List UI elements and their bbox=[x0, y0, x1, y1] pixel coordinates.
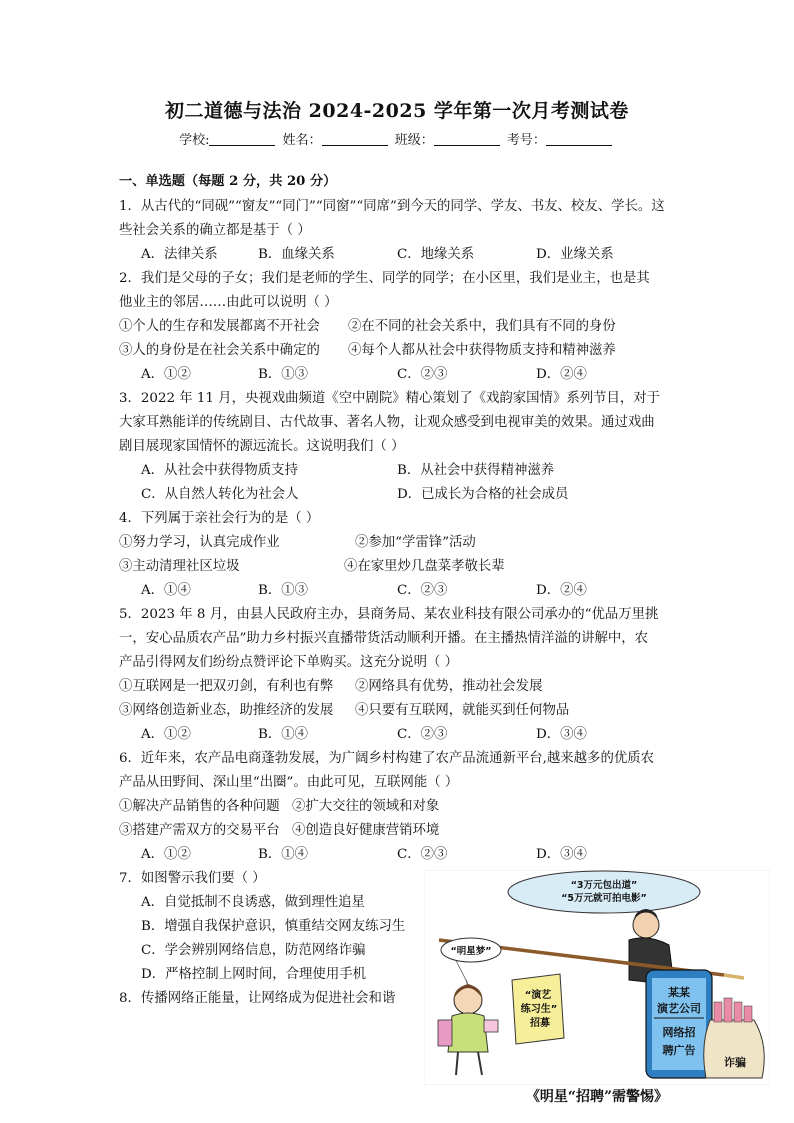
statement-2: ②在不同的社会关系中，我们具有不同的身份 bbox=[348, 319, 616, 334]
option-b: B．增强自我保护意识，慎重结交网友练习生 bbox=[141, 919, 406, 934]
statement-3: ③搭建产需双方的交易平台 bbox=[119, 823, 280, 838]
poster-text-3: 招募 bbox=[530, 1018, 550, 1029]
statement-4: ④每个人都从社会中获得物质支持和精神滋养 bbox=[348, 343, 616, 358]
cartoon-caption: 《明星“招聘”需警惕》 bbox=[525, 1089, 669, 1105]
statement-2: ②扩大交往的领域和对象 bbox=[292, 799, 440, 814]
option-b: B．①④ bbox=[258, 727, 309, 742]
option-b: B．①③ bbox=[258, 367, 309, 382]
school-blank[interactable] bbox=[209, 133, 275, 146]
question-text: 产品引得网友们纷纷点赞评论下单购买。这充分说明（ ） bbox=[119, 655, 459, 670]
statement-3: ③主动清理社区垃圾 bbox=[119, 559, 240, 574]
option-b: B．①④ bbox=[258, 847, 309, 862]
name-blank[interactable] bbox=[322, 133, 388, 146]
option-c: C．学会辨别网络信息，防范网络诈骗 bbox=[141, 943, 366, 958]
option-d: D．③④ bbox=[536, 727, 587, 742]
statement-2: ②网络具有优势，推动社会发展 bbox=[355, 679, 543, 694]
page-title: 初二道德与法治 2024-2025 学年第一次月考测试卷 bbox=[165, 100, 629, 122]
question-text: 3．2022 年 11 月，央视戏曲频道《空中剧院》精心策划了《戏韵家国情》系列节目，对于 bbox=[119, 391, 661, 406]
girl-backpack bbox=[438, 1020, 452, 1046]
question-text: 1．从古代的“同砚”“窗友”“同门”“同窗”“同席”到今天的同学、学友、书友、校友、学长。这 bbox=[119, 199, 665, 214]
money-bag-shape bbox=[704, 1020, 764, 1078]
statement-2: ②参加“学雷锋”活动 bbox=[355, 535, 476, 550]
question-text: 8．传播网络正能量，让网络成为促进社会和谐 bbox=[119, 991, 396, 1006]
phone-text-4: 聘广告 bbox=[662, 1044, 696, 1057]
statement-4: ④创造良好健康营销环境 bbox=[292, 823, 440, 838]
class-label: 班级： bbox=[394, 133, 434, 148]
statement-4: ④在家里炒几盘菜孝敬长辈 bbox=[344, 559, 505, 574]
option-a: A．①② bbox=[141, 727, 191, 742]
speech-bubble-shape bbox=[508, 871, 700, 913]
statement-4: ④只要有互联网，就能买到任何物品 bbox=[355, 703, 570, 718]
section-heading: 一、单选题（每题 2 分，共 20 分） bbox=[119, 174, 337, 189]
dream-text: “明星梦” bbox=[450, 946, 492, 957]
speech-text-1: “3万元包出道” bbox=[570, 880, 638, 891]
option-d: D．已成长为合格的社会成员 bbox=[397, 487, 569, 502]
option-b: B．血缘关系 bbox=[258, 247, 335, 262]
student-info-row bbox=[0, 129, 794, 148]
man-head bbox=[633, 912, 659, 938]
option-c: C．从自然人转化为社会人 bbox=[141, 487, 299, 502]
option-c: C．②③ bbox=[397, 367, 448, 382]
option-d: D．③④ bbox=[536, 847, 587, 862]
option-b: B．从社会中获得精神滋养 bbox=[397, 463, 555, 478]
option-a: A．①② bbox=[141, 847, 191, 862]
poster-text-2: 练习生” bbox=[520, 1004, 558, 1015]
option-d: D．②④ bbox=[536, 583, 587, 598]
statement-1: ①个人的生存和发展都离不开社会 bbox=[119, 319, 320, 334]
option-c: C．②③ bbox=[397, 847, 448, 862]
question-text: 5．2023 年 8 月，由县人民政府主办，县商务局、某农业科技有限公司承办的“优品万里挑 bbox=[119, 607, 659, 622]
statement-1: ①努力学习，认真完成作业 bbox=[119, 535, 280, 550]
option-c: C．②③ bbox=[397, 583, 448, 598]
option-a: A．从社会中获得物质支持 bbox=[141, 463, 298, 478]
statement-1: ①解决产品销售的各种问题 bbox=[119, 799, 280, 814]
option-b: B．①③ bbox=[258, 583, 309, 598]
name-label: 姓名： bbox=[282, 133, 322, 148]
bag-text: 诈骗 bbox=[724, 1056, 746, 1069]
option-a: A．①② bbox=[141, 367, 191, 382]
cartoon-illustration bbox=[424, 870, 770, 1085]
option-c: C．地缘关系 bbox=[397, 247, 475, 262]
question-text: 一，安心品质农产品”助力乡村振兴直播带货活动顺利开播。在主播热情洋溢的讲解中，农 bbox=[119, 631, 649, 646]
question-text: 6．近年来，农产品电商蓬勃发展，为广阔乡村构建了农产品流通新平台,越来越多的优质农 bbox=[119, 751, 655, 766]
statement-3: ③网络创造新业态，助推经济的发展 bbox=[119, 703, 334, 718]
option-a: A．①④ bbox=[141, 583, 191, 598]
statement-3: ③人的身份是在社会关系中确定的 bbox=[119, 343, 320, 358]
option-a: A．法律关系 bbox=[141, 247, 218, 262]
question-text: 7．如图警示我们要（ ） bbox=[119, 871, 266, 886]
speech-text-2: “5万元就可拍电影” bbox=[561, 893, 647, 904]
option-d: D．业缘关系 bbox=[536, 247, 614, 262]
phone-text-2: 演艺公司 bbox=[657, 1002, 701, 1015]
girl-body bbox=[448, 1013, 488, 1052]
phone-text-1: 某某 bbox=[668, 986, 690, 999]
question-text: 2．我们是父母的子女；我们是老师的学生、同学的同学；在小区里，我们是业主，也是其 bbox=[119, 271, 650, 286]
question-text: 4．下列属于亲社会行为的是（ ） bbox=[119, 511, 320, 526]
phone-text-3: 网络招 bbox=[662, 1026, 696, 1039]
question-text: 些社会关系的确立都是基于（ ） bbox=[119, 223, 311, 238]
question-text: 产品从田野间、深山里“出圈”。由此可见，互联网能（ ） bbox=[119, 775, 459, 790]
option-d: D．严格控制上网时间，合理使用手机 bbox=[141, 967, 366, 982]
statement-1: ①互联网是一把双刃剑，有利也有弊 bbox=[119, 679, 334, 694]
class-blank[interactable] bbox=[434, 133, 500, 146]
exam-no-label: 考号： bbox=[506, 133, 546, 148]
question-text: 他业主的邻居……由此可以说明（ ） bbox=[119, 295, 338, 310]
exam-no-blank[interactable] bbox=[546, 133, 612, 146]
school-label: 学校: bbox=[179, 133, 210, 148]
question-text: 大家耳熟能详的传统剧目、古代故事、著名人物，让观众感受到电视审美的效果。通过戏曲 bbox=[119, 415, 655, 430]
option-a: A．自觉抵制不良诱惑，做到理性追星 bbox=[141, 895, 365, 910]
question-text: 剧目展现家国情怀的源远流长。这说明我们（ ） bbox=[119, 439, 405, 454]
girl-phone bbox=[484, 1020, 498, 1032]
option-c: C．②③ bbox=[397, 727, 448, 742]
poster-text-1: “演艺 bbox=[524, 990, 552, 1001]
option-d: D．②④ bbox=[536, 367, 587, 382]
